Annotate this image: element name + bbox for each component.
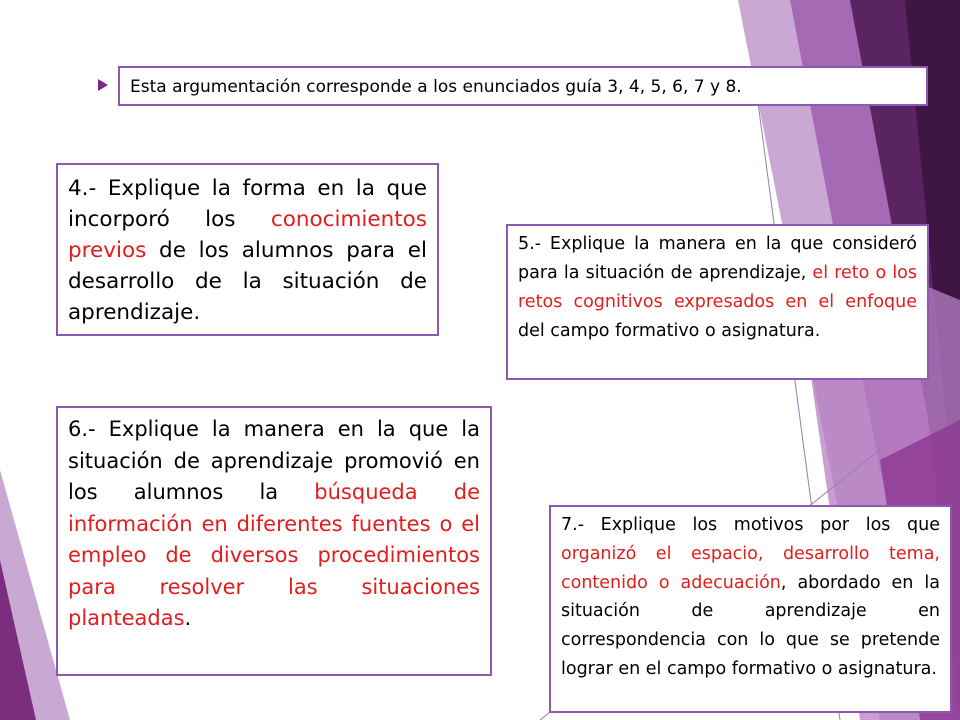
question-4-highlight: conocimientos previos <box>68 207 427 263</box>
question-6-highlight: búsqueda de información en diferentes fuentes o el empleo de diversos procedimientos para resolver las situaciones planteadas <box>68 480 480 630</box>
bullet-arrow-icon <box>98 79 108 91</box>
question-6-box <box>56 406 492 676</box>
header-note-box <box>118 66 928 106</box>
question-4-text-start: 4.- Explique la forma en la que incorporó los <box>68 176 427 232</box>
question-7-text-start: 7.- Explique los motivos por los que <box>561 515 940 535</box>
question-5-text-start: 5.- Explique la manera en la que consideró para la situación de aprendizaje, <box>518 234 917 283</box>
question-4-text-end: de los alumnos para el desarrollo de la situación de aprendizaje. <box>68 238 427 325</box>
header-note-text: Esta argumentación corresponde a los enunciados guía 3, 4, 5, 6, 7 y 8. <box>130 77 742 97</box>
question-5-box <box>506 224 929 380</box>
question-4-box <box>56 163 439 336</box>
question-5-text-end: del campo formativo o asignatura. <box>518 321 821 341</box>
question-7-text-end: , abordado en la situación de aprendizaje en correspondencia con lo que se pretende lograr en el campo formativo o asignatura. <box>561 572 940 679</box>
question-5-highlight: el reto o los retos cognitivos expresados en el enfoque <box>518 263 917 312</box>
question-7-box <box>549 505 952 713</box>
question-6-text-start: 6.- Explique la manera en la que la situación de aprendizaje promovió en los alumnos la <box>68 417 480 504</box>
question-6-text-end: . <box>184 606 192 630</box>
question-7-highlight: organizó el espacio, desarrollo tema, contenido o adecuación <box>561 543 940 593</box>
